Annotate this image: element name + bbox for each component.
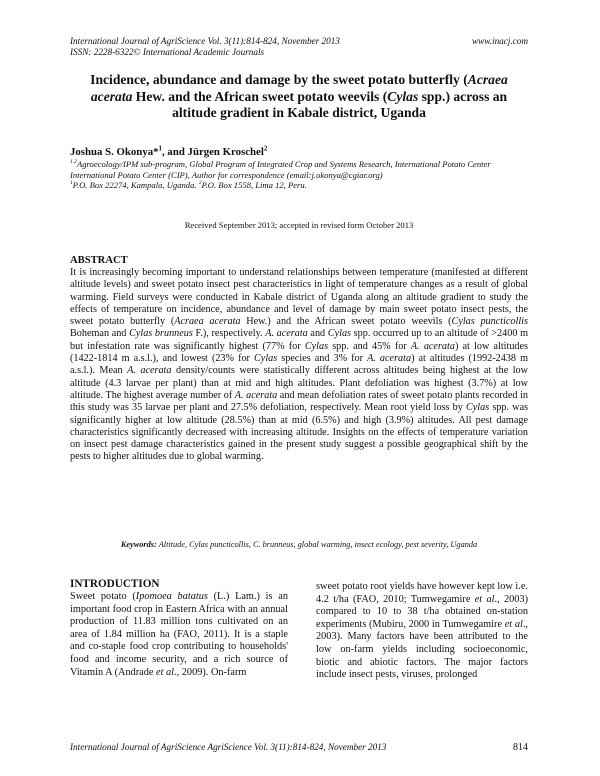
page-number: 814	[513, 742, 528, 753]
affiliations: $^{1,2}$Agroecology/IPM sub-program, Global Program of Integrated Crop and Systems Research, International Potato Center International Potato Center (CIP), Author for correspondence (email:j.okonya@cgiar.org) $^1$P.O. Box 22274, Kampala, Uganda. $^2$P.O. Box 1558, Lima 12, Peru.	[70, 159, 491, 190]
abstract-heading: ABSTRACT	[70, 255, 128, 266]
author-okonya: Joshua S. Okonya*	[70, 146, 159, 158]
intro-heading: INTRODUCTION	[70, 578, 160, 590]
keywords-label: Keywords:	[120, 540, 157, 549]
running-footer	[70, 742, 528, 752]
author-list: Joshua S. Okonya*$^1$, and Jürgen Kroschel$^2$	[70, 144, 268, 158]
keywords-text: Altitude, Cylas puncticollis, C. brunneus, global warming, insect ecology, pest severity, Uganda	[156, 540, 478, 549]
issn-line: ISSN: 2228-6322© International Academic Journals	[70, 47, 265, 57]
abstract-body: It is increasingly becoming important to understand relationships between temperature (manifested at different altitude levels) and sweet potato insect pest characteristics in light of temperature changes as a result of global warming. Field surveys were conducted in Kabale district of Uganda along an altitude gradient to study the effects of temperature on incidence, abundance and level of damage by main sweet potato insect pests, the sweet potato butterfly (Acraea acerata Hew.) and the African sweet potato weevils (Cylas puncticollis Boheman and Cylas brunneus F.), respectively. A. acerata and Cylas spp. occurred up to an altitude of >2400 m but infestation rate was significantly highest (77% for Cylas spp. and 45% for A. acerata) at low altitudes (1422-1814 m a.s.l.), and lowest (23% for Cylas species and 3% for A. acerata) at altitudes (1992-2438 m a.s.l.). Mean A. acerata density/counts were statistically different across altitudes being highest at the low altitude (4.3 larvae per plant) than at mid and high altitudes. Plant defoliation was highest (3.7%) at low altitude. The highest average number of A. acerata and mean defoliation rates of sweet potato plants recorded in this study was 35 larvae per plant and 27.5% defoliation, respectively. Mean root yield loss by Cylas spp. was significantly higher at low altitude (28.5%) than at mid (6.5%) and high (3.9%) altitudes. All pest damage characteristics significantly decreased with increasing altitude. Insights on the effects of temperature variation on insect pest damage characteristics gained in the present study suggest a possible geographical shift by the pests to higher altitudes due to global warming.	[70, 267, 529, 463]
intro-text-left: Sweet potato (Ipomoea batatus (L.) Lam.) is an important food crop in Eastern Africa with an annual production of 11.83 million tons cultivated on an area of 1.84 million ha (FAO, 2011). It is a staple and co-staple food crop contributing to households' food and income security, and a rich source of Vitamin A (Andrade et al., 2009). On-farm	[70, 591, 288, 678]
journal-line: International Journal of AgriScience Vol. 3(11):814-824, November 2013	[70, 36, 340, 46]
journal-url[interactable]: www.inacj.com	[472, 36, 528, 46]
intro-column-left	[70, 578, 288, 679]
received-dates: Received September 2013; accepted in revised form October 2013	[184, 220, 414, 230]
running-header	[70, 36, 528, 58]
author-kroschel: Jürgen Kroschel	[187, 146, 264, 158]
keywords	[70, 540, 528, 549]
intro-column-right: sweet potato root yields have however kept low i.e. 4.2 t/ha (FAO, 2010; Tumwegamire et al., 2003) compared to 10 to 38 t/ha obtained on-station experiments (Mubiru, 2000 in Tumwegamire et al., 2003). Many factors have been attributed to the low on-farm yields including socioeconomic, biotic and abiotic factors. The major factors include insect pests, viruses, prolonged	[316, 581, 529, 681]
footer-journal: International Journal of AgriScience AgriScience Vol. 3(11):814-824, November 2013	[70, 742, 387, 752]
paper-title: Incidence, abundance and damage by the sweet potato butterfly (Acraea acerata Hew. and the African sweet potato weevils (Cylas spp.) across an altitude gradient in Kabale district, Uganda	[90, 72, 508, 120]
